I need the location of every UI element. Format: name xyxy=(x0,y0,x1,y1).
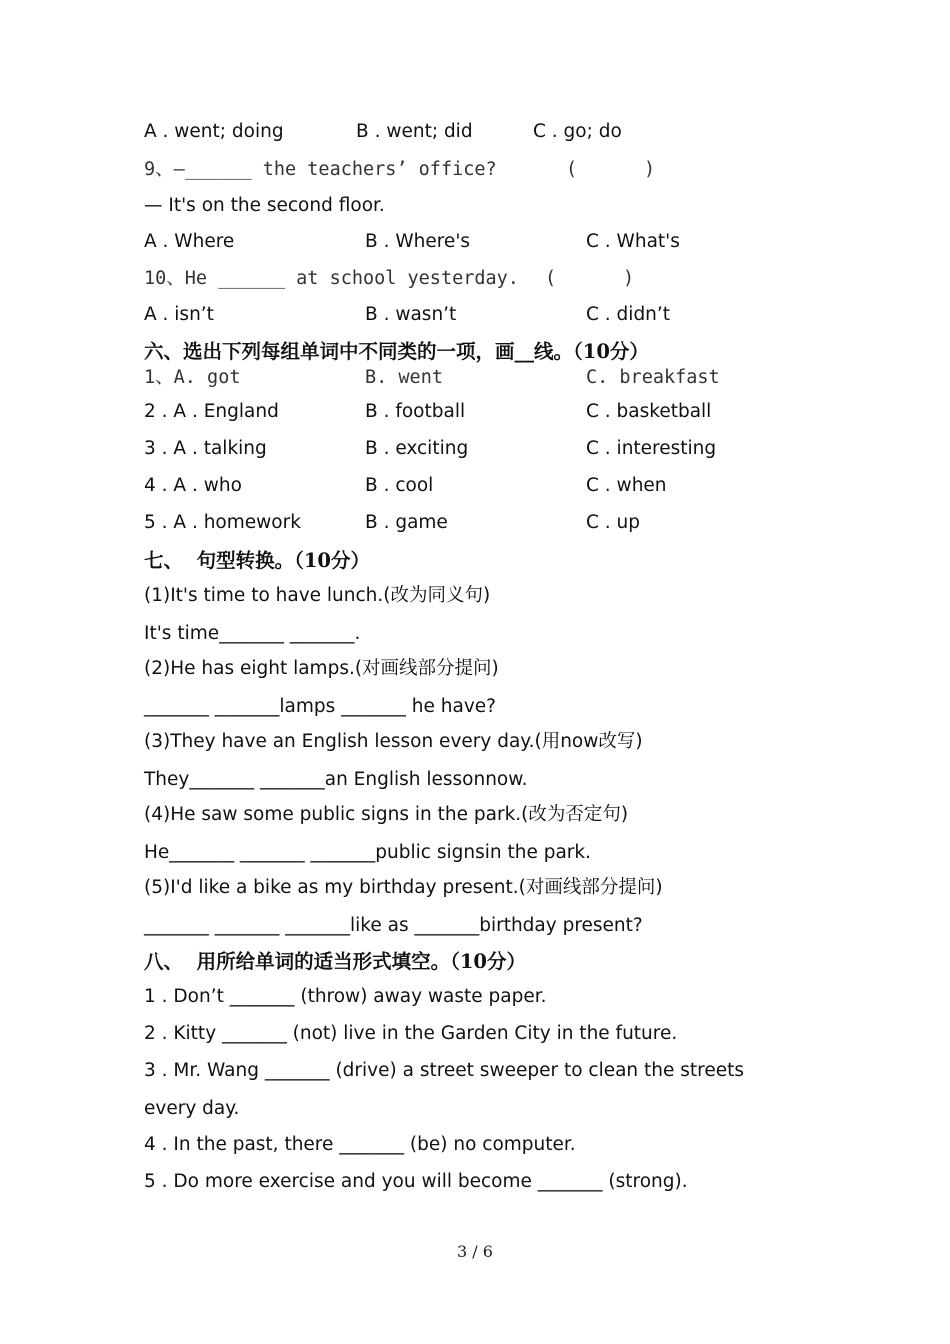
q9-option-c: C . What's xyxy=(586,231,680,252)
q8-option-a: A . went; doing xyxy=(144,121,284,142)
section8-heading: 八、 用所给单词的适当形式填空。（10分） xyxy=(144,950,526,973)
s6-row3-c: C . interesting xyxy=(586,438,717,459)
s6-row5-b: B . game xyxy=(365,512,448,533)
s7-line: _______ _______ _______like as _______birthday present? xyxy=(144,915,643,936)
s8-line: 5 . Do more exercise and you will become _______ (strong). xyxy=(144,1171,688,1192)
page-number: 3 / 6 xyxy=(457,1242,493,1261)
s6-row3-a: 3 . A . talking xyxy=(144,438,267,459)
q10-answer-paren: ( ) xyxy=(545,268,635,289)
s7-line: (1)It's time to have lunch.(改为同义句) xyxy=(144,585,491,606)
q9-option-b: B . Where's xyxy=(365,231,471,252)
s7-line: It's time_______ _______. xyxy=(144,623,361,644)
q8-option-b: B . went; did xyxy=(356,121,473,142)
q9-prompt: 9、—______ the teachers’ office? xyxy=(144,159,497,180)
s8-line: 4 . In the past, there _______ (be) no computer. xyxy=(144,1134,576,1155)
q9-answer-paren: ( ) xyxy=(566,159,656,180)
q10-prompt: 10、He ______ at school yesterday. xyxy=(144,268,519,289)
s6-row1-c: C. breakfast xyxy=(586,367,720,388)
s7-line: (4)He saw some public signs in the park.(改为否定句) xyxy=(144,804,629,825)
s6-row2-a: 2 . A . England xyxy=(144,401,279,422)
q10-option-c: C . didn’t xyxy=(586,304,671,325)
s7-line: He_______ _______ _______public signsin the park. xyxy=(144,842,591,863)
s8-line: 2 . Kitty _______ (not) live in the Garden City in the future. xyxy=(144,1023,678,1044)
q9-option-a: A . Where xyxy=(144,231,235,252)
s6-row2-b: B . football xyxy=(365,401,466,422)
s6-row1-b: B. went xyxy=(365,367,443,388)
s6-row4-a: 4 . A . who xyxy=(144,475,242,496)
s6-row1-a: 1、A. got xyxy=(144,367,241,388)
s7-line: _______ _______lamps _______ he have? xyxy=(144,696,496,717)
section7-heading: 七、 句型转换。（10分） xyxy=(144,549,370,572)
s6-row5-a: 5 . A . homework xyxy=(144,512,301,533)
s7-line: (5)I'd like a bike as my birthday present.(对画线部分提问) xyxy=(144,877,663,898)
s7-line: (2)He has eight lamps.(对画线部分提问) xyxy=(144,658,499,679)
q9-response: — It's on the second floor. xyxy=(144,195,385,216)
q10-option-b: B . wasn’t xyxy=(365,304,457,325)
s6-row5-c: C . up xyxy=(586,512,641,533)
q10-option-a: A . isn’t xyxy=(144,304,214,325)
section6-heading: 六、选出下列每组单词中不同类的一项，画__线。（10分） xyxy=(144,340,649,363)
s6-row2-c: C . basketball xyxy=(586,401,712,422)
s7-line: They_______ _______an English lessonnow. xyxy=(144,769,528,790)
s6-row3-b: B . exciting xyxy=(365,438,469,459)
s6-row4-c: C . when xyxy=(586,475,667,496)
s8-line: 3 . Mr. Wang _______ (drive) a street sweeper to clean the streets xyxy=(144,1060,745,1081)
s6-row4-b: B . cool xyxy=(365,475,434,496)
s8-line: every day. xyxy=(144,1098,240,1119)
q8-option-c: C . go; do xyxy=(533,121,622,142)
s8-line: 1 . Don’t _______ (throw) away waste paper. xyxy=(144,986,547,1007)
s7-line: (3)They have an English lesson every day.(用now改写) xyxy=(144,731,643,752)
